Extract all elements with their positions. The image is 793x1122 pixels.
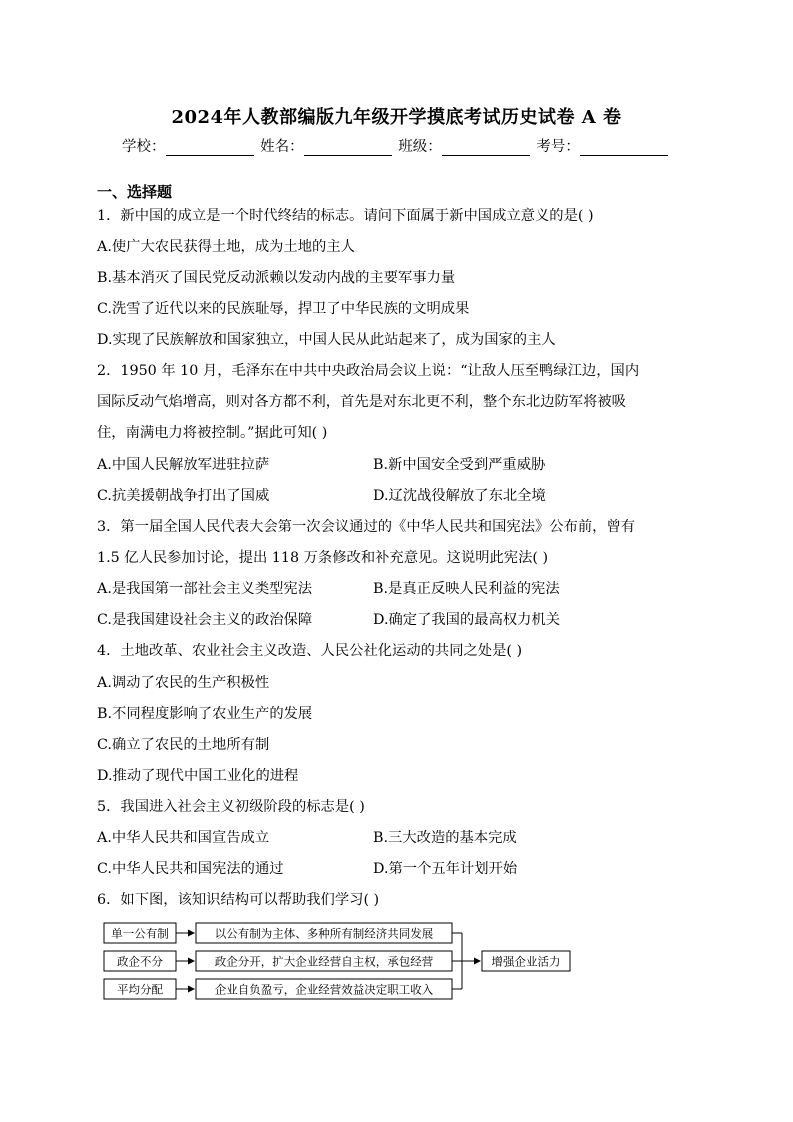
knowledge-structure-diagram [100,918,580,1008]
school-label: 学校： [122,139,166,155]
question-2-option-a: A.中国人民解放军进驻拉萨 [97,457,270,473]
question-3-option-b: B.是真正反映人民利益的宪法 [373,581,560,597]
number-label: 考号： [536,139,580,155]
question-2-option-d: D.辽沈战役解放了东北全境 [373,488,546,504]
question-2-stem-line-3: 住，南满电力将被控制。”据此可知( ) [97,425,328,441]
diagram-middle-box-1-label: 以公有制为主体、多种所有制经济共同发展 [214,926,434,941]
question-5-option-d: D.第一个五年计划开始 [373,861,518,877]
diagram-left-box-1-label: 单一公有制 [111,926,169,941]
question-5-option-c: C.中华人民共和国宪法的通过 [97,861,284,877]
question-3-stem-line-2: 1.5 亿人民参加讨论，提出 118 万条修改和补充意见。这说明此宪法( ) [97,550,549,566]
question-1-option-a: A.使广大农民获得土地，成为土地的主人 [97,239,355,255]
question-2-stem-line-2: 国际反动气焰增高，则对各方都不利，首先是对东北更不利，整个东北边防军将被吸 [97,394,626,410]
question-3-option-d: D.确定了我国的最高权力机关 [373,612,561,628]
class-blank[interactable] [442,141,530,156]
question-5-option-b: B.三大改造的基本完成 [373,830,517,846]
question-1-option-c: C.洗雪了近代以来的民族耻辱，捍卫了中华民族的文明成果 [97,301,470,317]
question-2-option-b: B.新中国安全受到严重威胁 [373,457,546,473]
question-3-stem-line-1: 3．第一届全国人民代表大会第一次会议通过的《中华人民共和国宪法》公布前，曾有 [97,519,636,535]
question-4-option-b: B.不同程度影响了农业生产的发展 [97,706,313,722]
question-4-option-d: D.推动了现代中国工业化的进程 [97,768,299,784]
question-2-option-c: C.抗美援朝战争打出了国威 [97,488,270,504]
name-blank[interactable] [304,141,392,156]
question-2-stem-line-1: 2．1950 年 10 月，毛泽东在中共中央政治局会议上说：“让敌人压至鸭绿江边，国内 [97,363,640,379]
question-6-stem: 6．如下图，该知识结构可以帮助我们学习( ) [97,892,380,908]
question-1-option-d: D.实现了民族解放和国家独立，中国人民从此站起来了，成为国家的主人 [97,332,556,348]
name-label: 姓名： [260,139,304,155]
page-title: 2024年人教部编版九年级开学摸底考试历史试卷 A 卷 [171,107,622,128]
diagram-left-box-2-label: 政企不分 [117,954,163,969]
school-blank[interactable] [166,141,254,156]
diagram-result-box-label: 增强企业活力 [491,954,561,969]
student-info-row [122,135,670,156]
question-5-stem: 5．我国进入社会主义初级阶段的标志是( ) [97,799,365,815]
question-4-stem: 4．土地改革、农业社会主义改造、人民公社化运动的共同之处是( ) [97,643,523,659]
section-heading: 一、选择题 [97,183,173,201]
question-3-option-c: C.是我国建设社会主义的政治保障 [97,612,313,628]
question-5-option-a: A.中华人民共和国宣告成立 [97,830,270,846]
question-4-option-c: C.确立了农民的土地所有制 [97,737,270,753]
number-blank[interactable] [580,141,668,156]
question-3-option-a: A.是我国第一部社会主义类型宪法 [97,581,313,597]
class-label: 班级： [398,139,442,155]
diagram-middle-box-2-label: 政企分开，扩大企业经营自主权，承包经营 [214,954,434,969]
question-1-stem: 1．新中国的成立是一个时代终结的标志。请问下面属于新中国成立意义的是( ) [97,208,594,224]
question-4-option-a: A.调动了农民的生产积极性 [97,675,270,691]
diagram-middle-box-3-label: 企业自负盈亏，企业经营效益决定职工收入 [214,982,434,997]
question-1-option-b: B.基本消灭了国民党反动派赖以发动内战的主要军事力量 [97,270,456,286]
diagram-left-box-3-label: 平均分配 [117,982,163,997]
